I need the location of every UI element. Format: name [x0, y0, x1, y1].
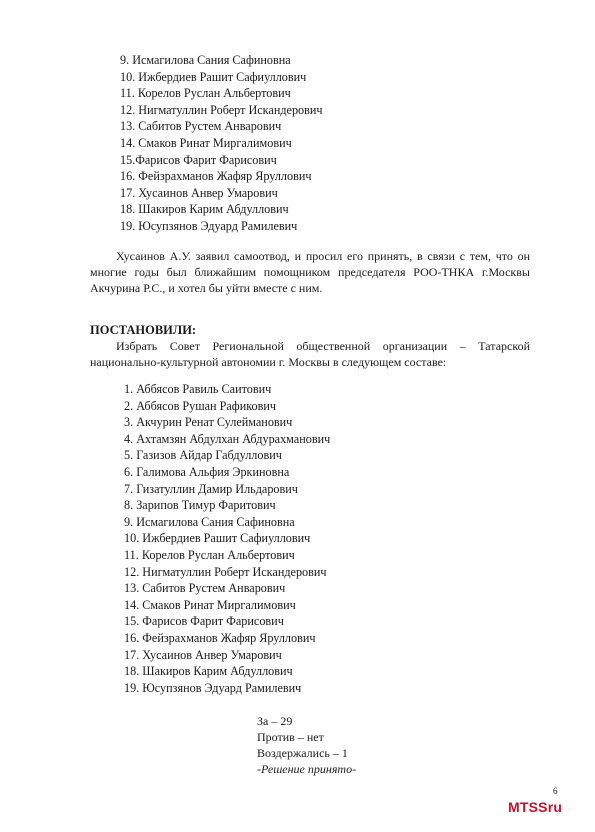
council-member-item: 1. Аббясов Равиль Саитович: [124, 382, 272, 396]
votes-against: Против – нет: [257, 730, 324, 744]
council-member-item: 2. Аббясов Рушан Рафикович: [124, 398, 277, 413]
council-member-list: [124, 381, 330, 696]
member-list-top: [120, 52, 323, 235]
council-member-item: 15. Фарисов Фарит Фарисович: [124, 614, 284, 629]
list-item: 13. Сабитов Рустем Анварович: [120, 119, 282, 134]
council-member-item: 12. Нигматуллин Роберт Искандерович: [124, 564, 327, 579]
council-member-item: 7. Гизатуллин Дамир Ильдарович: [124, 481, 298, 496]
list-item: 15.Фарисов Фарит Фарисович: [120, 152, 277, 167]
list-item: 11. Корелов Руслан Альбертович: [120, 86, 291, 101]
list-item: 14. Смаков Ринат Миргалимович: [120, 135, 292, 150]
list-item: 19. Юсупзянов Эдуард Рамилевич: [120, 218, 298, 233]
council-member-item: 16. Фейзрахманов Жафяр Яруллович: [124, 630, 316, 645]
council-member-item: 8. Зарипов Тимур Фаритович: [124, 498, 276, 513]
page-number: 6: [553, 786, 558, 796]
list-item: 18. Шакиров Карим Абдуллович: [120, 202, 289, 217]
council-member-item: 4. Ахтамзян Абдулхан Абдурахманович: [124, 431, 331, 446]
vote-results: [257, 713, 356, 777]
council-member-item: 14. Смаков Ринат Миргалимович: [124, 597, 296, 612]
council-member-item: 17. Хусаинов Анвер Умарович: [124, 647, 282, 662]
council-member-item: 3. Акчурин Ренат Сулейманович: [124, 415, 293, 430]
council-member-item: 5. Газизов Айдар Габдуллович: [124, 448, 282, 463]
council-member-item: 11. Корелов Руслан Альбертович: [124, 547, 295, 562]
resolution-paragraph: Избрать Совет Региональной общественной организации – Татарской национально-культурной автономии г. Москвы в следующем составе:: [90, 339, 530, 369]
decision-text: -Решение принято-: [257, 762, 357, 776]
council-member-item: 18. Шакиров Карим Абдуллович: [124, 664, 293, 679]
recusal-paragraph: Хусаинов А.У. заявил самоотвод, и просил его принять, в связи с тем, что он многие годы был ближайшим помощником председателя РОО-ТНКА г.Москвы Акчурина Р.С., и хотел бы уйти вместе с ним.: [90, 249, 530, 295]
list-item: 9. Исмагилова Сания Сафиновна: [120, 53, 291, 67]
list-item: 12. Нигматуллин Роберт Искандерович: [120, 102, 323, 117]
list-item: 10. Ижбердиев Рашит Сафиуллович: [120, 69, 307, 84]
votes-for: За – 29: [257, 714, 293, 728]
resolved-heading: ПОСТАНОВИЛИ:: [90, 323, 197, 337]
votes-abstained: Воздержались – 1: [257, 746, 348, 760]
council-member-item: 19. Юсупзянов Эдуард Рамилевич: [124, 680, 302, 695]
council-member-item: 9. Исмагилова Сания Сафиновна: [124, 514, 295, 529]
council-member-item: 13. Сабитов Рустем Анварович: [124, 581, 286, 596]
council-member-item: 10. Ижбердиев Рашит Сафиуллович: [124, 531, 311, 546]
list-item: 16. Фейзрахманов Жафяр Яруллович: [120, 169, 312, 184]
council-member-item: 6. Галимова Альфия Эркиновна: [124, 464, 290, 479]
watermark-logo: MTSSru: [508, 799, 563, 815]
list-item: 17. Хусаинов Анвер Умарович: [120, 185, 278, 200]
